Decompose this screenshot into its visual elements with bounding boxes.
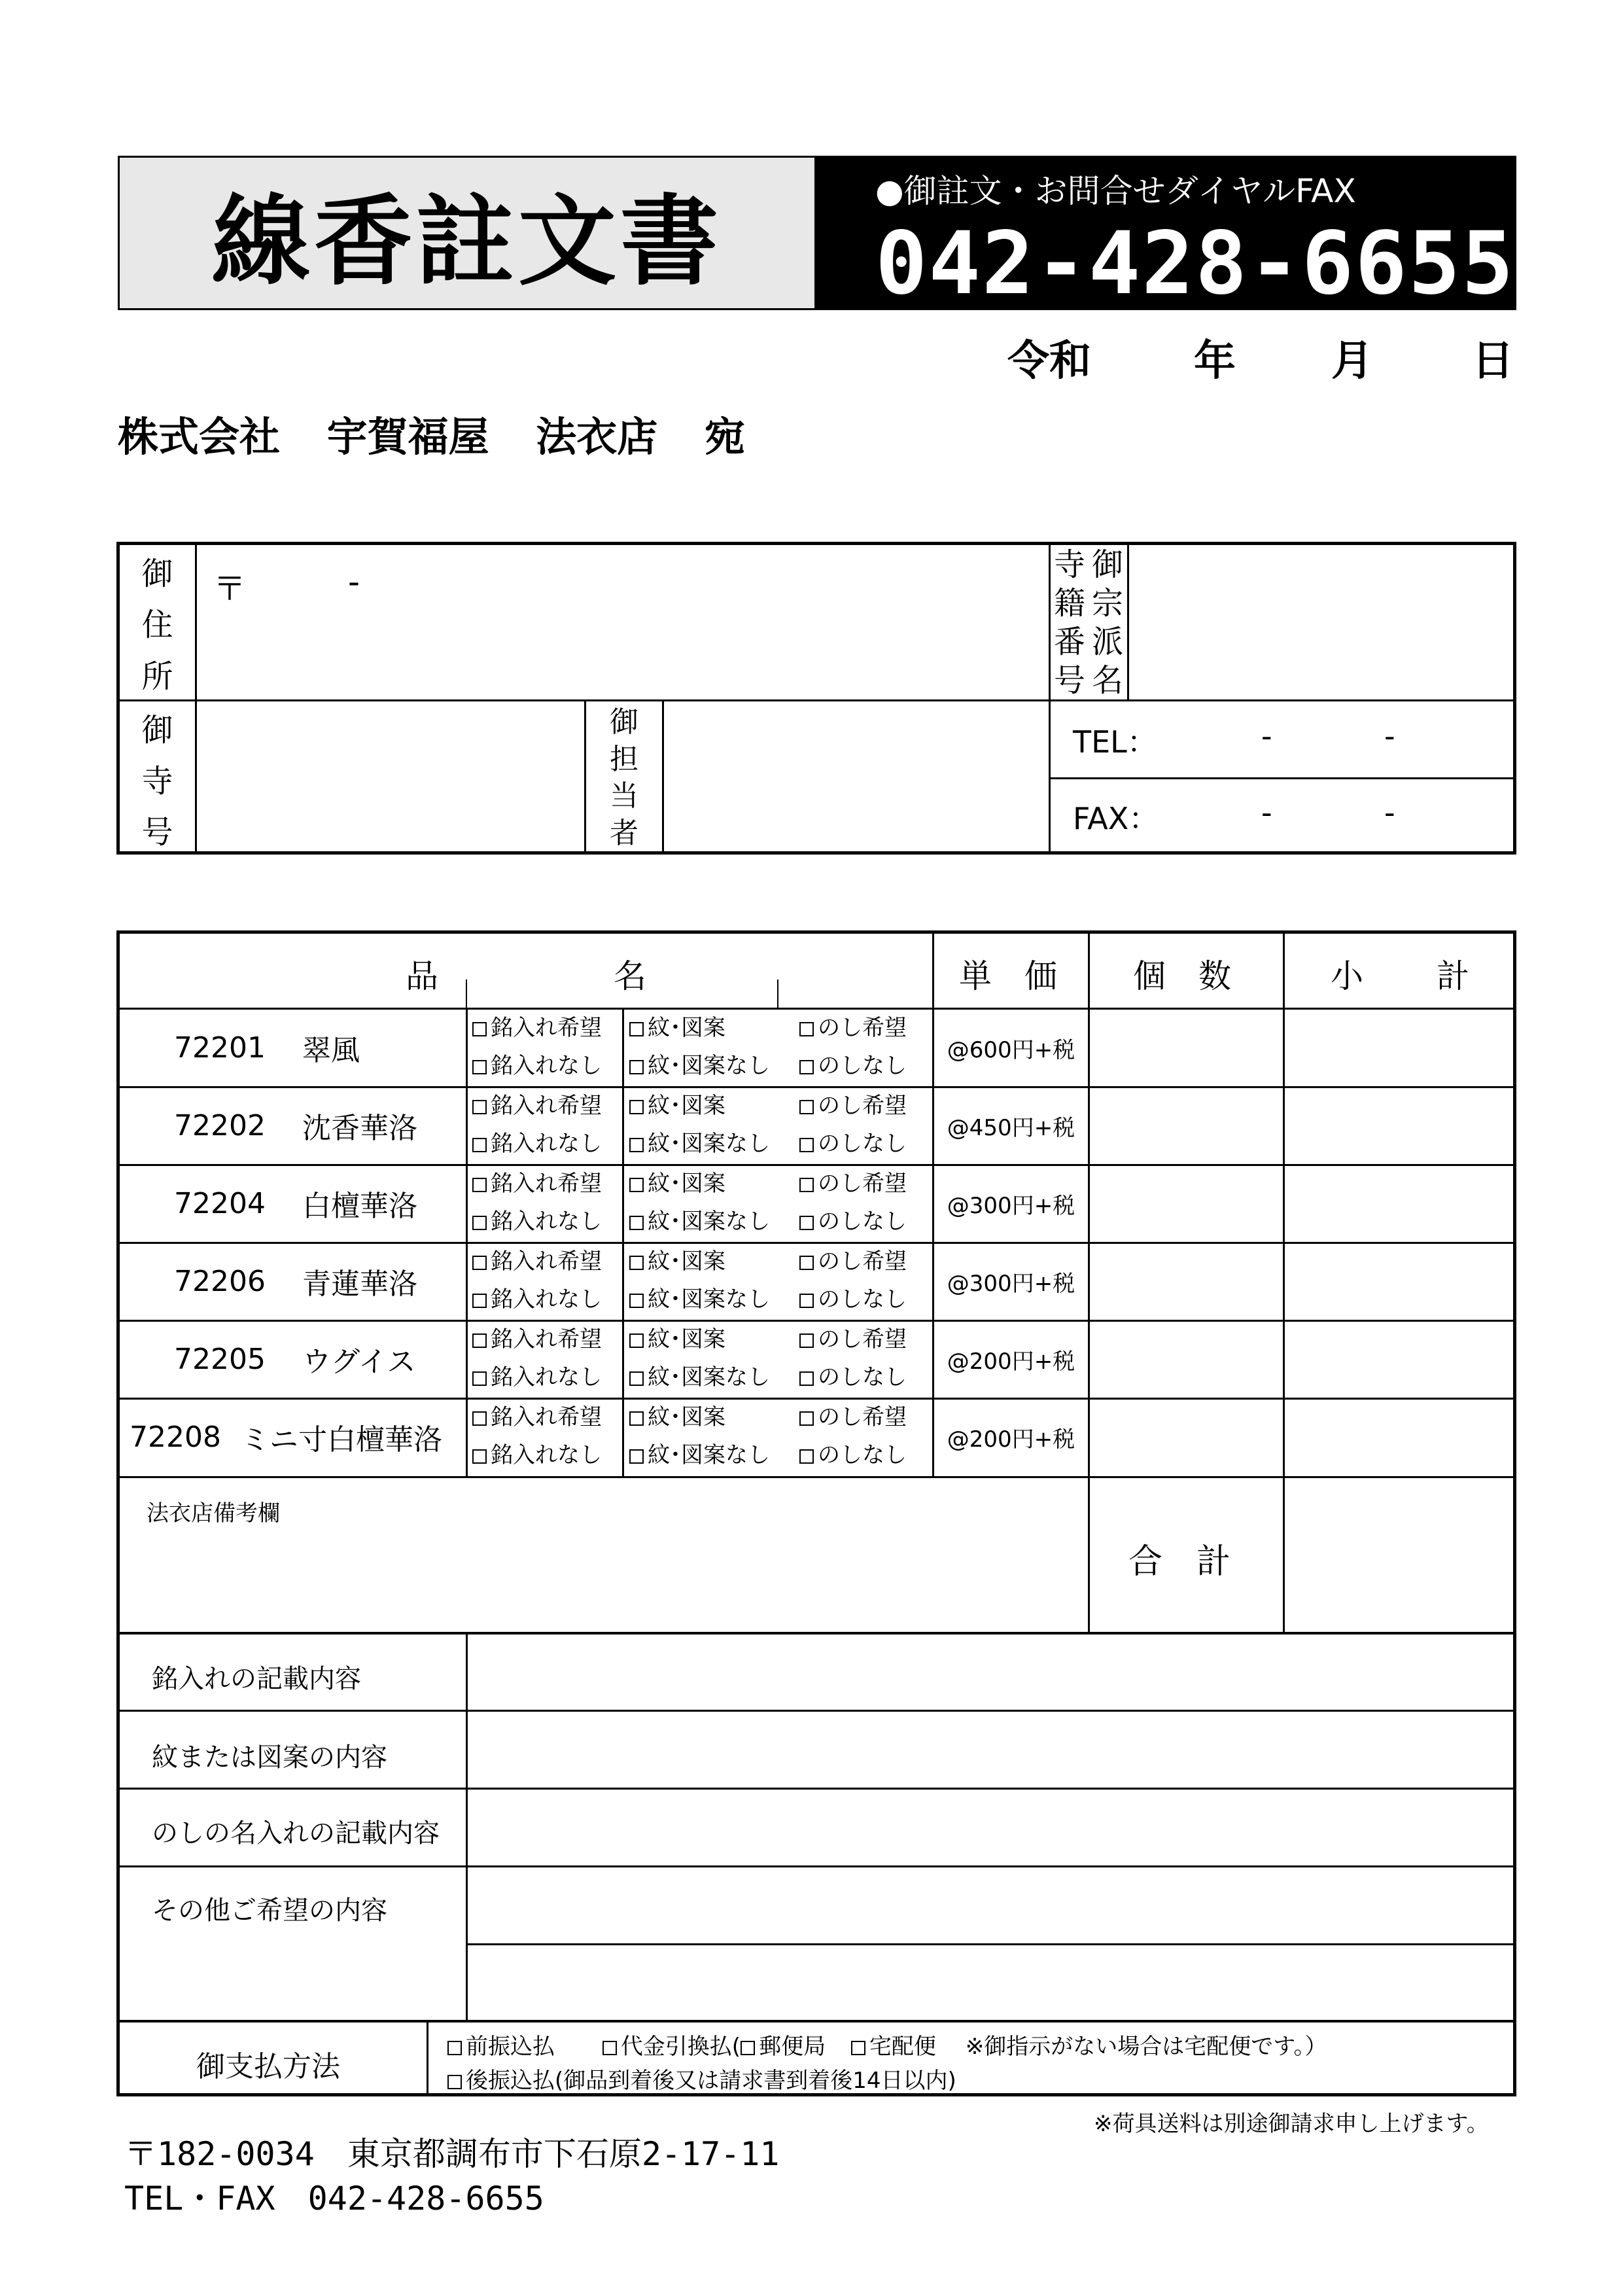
address-field[interactable] (197, 545, 1047, 699)
subtotal-field[interactable] (1285, 1399, 1513, 1475)
option-noshi-yes[interactable]: のし希望 (799, 1017, 907, 1039)
checkbox-icon (472, 1449, 487, 1464)
checkbox-icon (799, 1411, 814, 1426)
option-inscription-yes[interactable]: 銘入れ希望 (472, 1250, 602, 1273)
person-label: 御 担 当 者 (610, 705, 638, 850)
option-crest-no[interactable]: 紋･図案なし (629, 1366, 770, 1388)
option-crest-yes[interactable]: 紋･図案 (629, 1406, 725, 1428)
option-noshi-no[interactable]: のしなし (799, 1288, 907, 1311)
inscription-content-field[interactable] (468, 1634, 1513, 1710)
payment-options (447, 2028, 1327, 2094)
checkbox-icon (602, 2041, 617, 2055)
option-noshi-no[interactable]: のしなし (799, 1444, 907, 1466)
checkbox-icon (472, 1138, 487, 1152)
other-content-field-1[interactable] (468, 1867, 1513, 1943)
checkbox-icon (799, 1178, 814, 1192)
checkbox-icon (629, 1138, 644, 1152)
option-noshi-yes[interactable]: のし希望 (799, 1406, 907, 1428)
product-name-cell (174, 1087, 417, 1163)
remarks-label: 法衣店備考欄 (147, 1500, 280, 1527)
product-name-cell (130, 1399, 442, 1475)
payment-prepay-option[interactable]: 前振込払 (447, 2034, 555, 2060)
option-crest-yes[interactable]: 紋･図案 (629, 1095, 725, 1117)
checkbox-icon (629, 1022, 644, 1036)
option-crest-no[interactable]: 紋･図案なし (629, 1210, 770, 1233)
header-subtotal-1: 小 (1331, 957, 1363, 995)
product-price: @200円+税 (947, 1348, 1075, 1375)
footer-telfax: TEL・FAX 042-428-6655 (124, 2180, 544, 2217)
checkbox-icon (472, 1294, 487, 1308)
checkbox-icon (472, 1022, 487, 1036)
product-name: 白檀華洛 (302, 1190, 417, 1223)
contact-box (816, 156, 1516, 314)
checkbox-icon (447, 2075, 462, 2089)
payment-home-option[interactable]: 宅配便 (851, 2034, 936, 2060)
checkbox-icon (851, 2041, 865, 2055)
header-quantity: 個 数 (1133, 957, 1231, 995)
quantity-field[interactable] (1090, 1399, 1283, 1475)
temple-label: 御 寺 号 (141, 711, 173, 851)
quantity-field[interactable] (1090, 1321, 1283, 1397)
quantity-field[interactable] (1090, 1087, 1283, 1163)
subtotal-field[interactable] (1285, 1165, 1513, 1241)
subtotal-field[interactable] (1285, 1243, 1513, 1319)
option-inscription-yes[interactable]: 銘入れ希望 (472, 1328, 602, 1351)
checkbox-icon (472, 1371, 487, 1386)
checkbox-icon (472, 1100, 487, 1114)
checkbox-icon (799, 1256, 814, 1270)
checkbox-icon (799, 1022, 814, 1036)
payment-post-option[interactable]: 郵便局 (741, 2034, 826, 2060)
payment-label: 御支払方法 (196, 2050, 340, 2083)
remarks-field[interactable] (120, 1518, 1088, 1631)
checkbox-icon (629, 1371, 644, 1386)
fax-field[interactable]: FAX： - - (1051, 779, 1513, 853)
date-day: 日 (1472, 337, 1514, 385)
option-noshi-no[interactable]: のしなし (799, 1133, 907, 1155)
header-name-1: 品 (406, 957, 438, 995)
product-name: ウグイス (302, 1345, 416, 1379)
option-inscription-yes[interactable]: 銘入れ希望 (472, 1406, 602, 1428)
product-name: 翠風 (302, 1034, 360, 1067)
registry-label: 寺 籍 番 号 (1053, 546, 1085, 699)
subtotal-field[interactable] (1285, 1321, 1513, 1397)
checkbox-icon (629, 1100, 644, 1114)
page-title: 線香註文書 (211, 185, 722, 299)
checkbox-icon (629, 1449, 644, 1464)
product-name: 沈香華洛 (302, 1112, 417, 1145)
product-name: 青蓮華洛 (302, 1267, 417, 1301)
option-crest-no[interactable]: 紋･図案なし (629, 1133, 770, 1155)
checkbox-icon (799, 1333, 814, 1348)
option-inscription-no[interactable]: 銘入れなし (472, 1210, 602, 1233)
noshi-content-label: のしの名入れの記載内容 (152, 1818, 440, 1848)
option-noshi-yes[interactable]: のし希望 (799, 1095, 907, 1117)
option-noshi-yes[interactable]: のし希望 (799, 1328, 907, 1351)
header-unit-price: 単 価 (959, 957, 1057, 995)
checkbox-icon (447, 2041, 462, 2055)
option-crest-no[interactable]: 紋･図案なし (629, 1444, 770, 1466)
payment-note: ※御指示がない場合は宅配便です。） (965, 2034, 1327, 2060)
date-month: 月 (1331, 337, 1373, 385)
product-code: 72205 (174, 1342, 266, 1376)
quantity-field[interactable] (1090, 1243, 1283, 1319)
checkbox-icon (799, 1449, 814, 1464)
option-inscription-no[interactable]: 銘入れなし (472, 1288, 602, 1311)
checkbox-icon (629, 1256, 644, 1270)
option-noshi-yes[interactable]: のし希望 (799, 1173, 907, 1195)
checkbox-icon (799, 1138, 814, 1152)
product-code: 72201 (174, 1031, 266, 1065)
product-code: 72208 (130, 1420, 221, 1454)
fax-label: FAX： (1073, 801, 1159, 836)
option-crest-no[interactable]: 紋･図案なし (629, 1055, 770, 1077)
postal-dash: - (348, 563, 360, 601)
option-inscription-no[interactable]: 銘入れなし (472, 1133, 602, 1155)
payment-postpay-option[interactable]: 後振込払(御品到着後又は請求書到着後14日以内) (447, 2068, 956, 2094)
subtotal-field[interactable] (1285, 1010, 1513, 1086)
payment-cod-option[interactable]: 代金引換払( (602, 2034, 741, 2060)
subtotal-field[interactable] (1285, 1087, 1513, 1163)
addressee-name: 宇賀福屋 (326, 413, 489, 461)
title-box (118, 156, 816, 310)
option-inscription-yes[interactable]: 銘入れ希望 (472, 1173, 602, 1195)
checkbox-icon (629, 1060, 644, 1074)
other-content-label: その他ご希望の内容 (152, 1896, 387, 1926)
postal-mark: 〒 (213, 570, 246, 608)
checkbox-icon (799, 1294, 814, 1308)
contact-phone: 042-428-6655 (875, 213, 1515, 314)
checkbox-icon (629, 1411, 644, 1426)
option-noshi-no[interactable]: のしなし (799, 1210, 907, 1233)
checkbox-icon (799, 1060, 814, 1074)
option-noshi-no[interactable]: のしなし (799, 1366, 907, 1388)
product-price: @300円+税 (947, 1192, 1075, 1219)
header-name-2: 名 (614, 957, 646, 995)
option-inscription-yes[interactable]: 銘入れ希望 (472, 1017, 602, 1039)
checkbox-icon (472, 1411, 487, 1426)
product-name-cell (174, 1243, 417, 1319)
product-code: 72204 (174, 1186, 266, 1220)
crest-content-field[interactable] (468, 1712, 1513, 1788)
checkbox-icon (799, 1216, 814, 1230)
option-crest-no[interactable]: 紋･図案なし (629, 1288, 770, 1311)
checkbox-icon (629, 1216, 644, 1230)
checkbox-icon (799, 1100, 814, 1114)
quantity-field[interactable] (1090, 1010, 1283, 1086)
crest-content-label: 紋または図案の内容 (152, 1742, 387, 1773)
addressee (118, 404, 745, 461)
option-inscription-no[interactable]: 銘入れなし (472, 1055, 602, 1077)
addressee-company: 株式会社 (118, 413, 281, 461)
option-noshi-no[interactable]: のしなし (799, 1055, 907, 1077)
quantity-field[interactable] (1090, 1165, 1283, 1241)
product-name-cell (174, 1010, 360, 1086)
temple-field[interactable] (197, 701, 584, 855)
product-code: 72206 (174, 1264, 266, 1298)
product-price: @450円+税 (947, 1114, 1075, 1141)
checkbox-icon (472, 1256, 487, 1270)
total-field[interactable] (1285, 1479, 1513, 1632)
other-content-field-2[interactable] (468, 1945, 1513, 2020)
checkbox-icon (799, 1371, 814, 1386)
option-inscription-no[interactable]: 銘入れなし (472, 1444, 602, 1466)
checkbox-icon (472, 1060, 487, 1074)
date-era: 令和 (1007, 337, 1091, 385)
noshi-content-field[interactable] (468, 1790, 1513, 1865)
product-name-cell (174, 1165, 417, 1241)
checkbox-icon (741, 2041, 755, 2055)
inscription-content-label: 銘入れの記載内容 (152, 1664, 361, 1694)
sect-field[interactable] (1129, 545, 1513, 699)
option-inscription-no[interactable]: 銘入れなし (472, 1366, 602, 1388)
product-price: @200円+税 (947, 1426, 1075, 1453)
footer-address: 〒182-0034 東京都調布市下石原2-17-11 (124, 2135, 780, 2173)
shipping-note: ※荷具送料は別途御請求申し上げます。 (1094, 2111, 1489, 2137)
addressee-suffix: 宛 (704, 413, 745, 461)
product-name-cell (174, 1321, 415, 1397)
checkbox-icon (472, 1216, 487, 1230)
tel-label: TEL： (1073, 724, 1157, 760)
option-crest-yes[interactable]: 紋･図案 (629, 1017, 725, 1039)
date-line (1007, 327, 1518, 385)
person-field[interactable] (664, 701, 1049, 855)
checkbox-icon (472, 1333, 487, 1348)
total-label: 合 計 (1128, 1542, 1231, 1581)
option-crest-yes[interactable]: 紋･図案 (629, 1328, 725, 1351)
product-price: @600円+税 (947, 1036, 1075, 1063)
contact-label: ●御註文・お問合せダイヤルFAX (875, 172, 1356, 210)
checkbox-icon (629, 1294, 644, 1308)
address-label: 御 住 所 (141, 555, 173, 696)
date-year: 年 (1194, 337, 1236, 385)
product-price: @300円+税 (947, 1270, 1075, 1297)
product-name: ミニ寸白檀華洛 (240, 1423, 442, 1457)
sect-label: 御 宗 派 名 (1091, 546, 1123, 699)
option-crest-yes[interactable]: 紋･図案 (629, 1173, 725, 1195)
option-noshi-yes[interactable]: のし希望 (799, 1250, 907, 1273)
checkbox-icon (629, 1333, 644, 1348)
checkbox-icon (629, 1178, 644, 1192)
option-crest-yes[interactable]: 紋･図案 (629, 1250, 725, 1273)
addressee-branch: 法衣店 (536, 413, 658, 461)
checkbox-icon (472, 1178, 487, 1192)
header-subtotal-2: 計 (1437, 957, 1469, 995)
option-inscription-yes[interactable]: 銘入れ希望 (472, 1095, 602, 1117)
product-code: 72202 (174, 1108, 266, 1142)
tel-field[interactable]: TEL： - - (1051, 701, 1513, 777)
